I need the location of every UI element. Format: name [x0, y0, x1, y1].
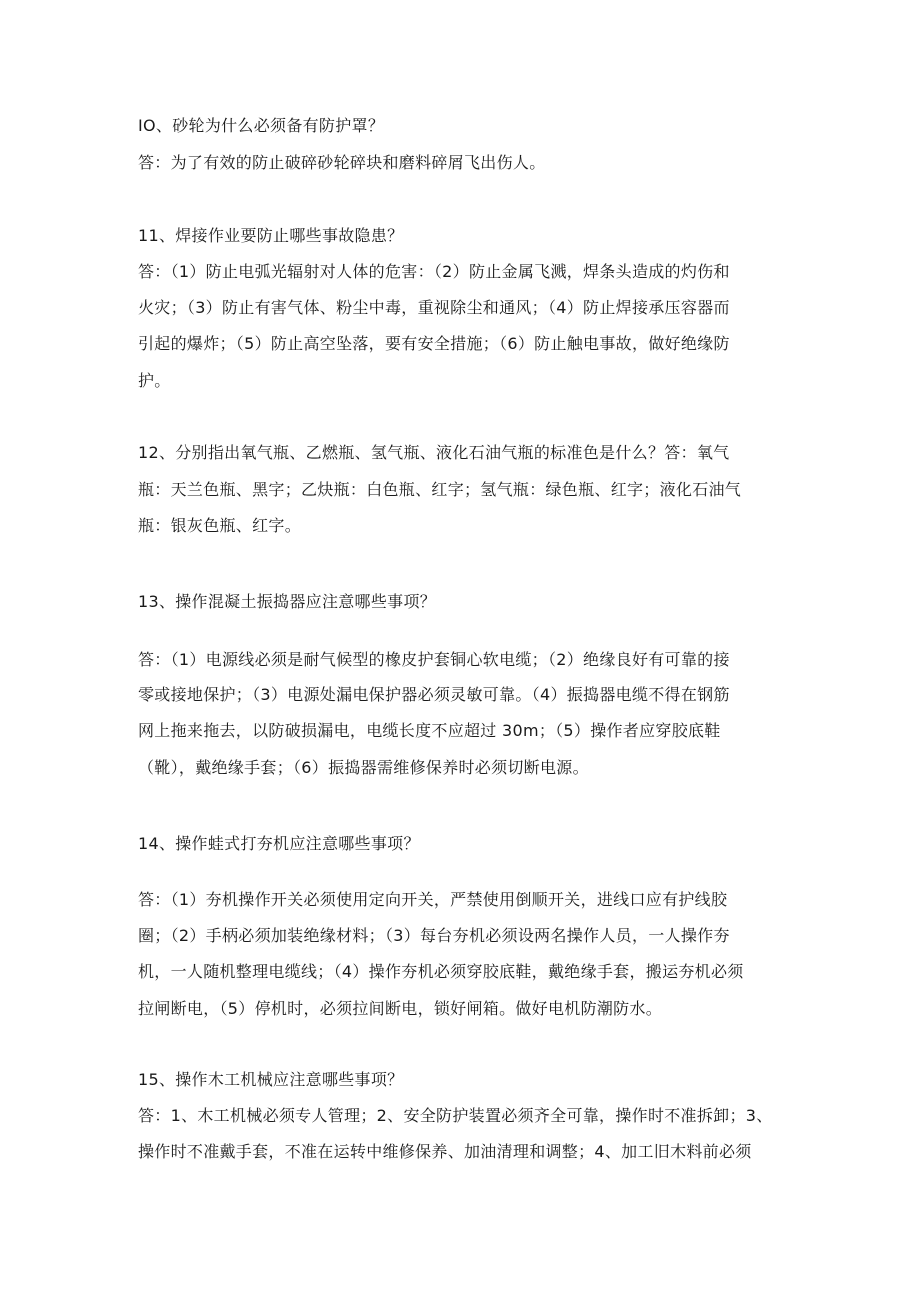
answer-12-line-1: 瓶：天兰色瓶、黑字；乙炔瓶：白色瓶、红字；氢气瓶：绿色瓶、红字；液化石油气	[138, 480, 742, 499]
answer-14-line-2: 圈；（2）手柄必须加装绝缘材料；（3）每台夯机必须设两名操作人员，一人操作夯	[138, 926, 730, 945]
answer-12-line-2: 瓶：银灰色瓶、红字。	[138, 516, 302, 535]
answer-13-line-3: 网上拖来拖去，以防破损漏电，电缆长度不应超过 30m；（5）操作者应穿胶底鞋	[138, 721, 721, 740]
question-13: 13、操作混凝土振捣器应注意哪些事项？	[138, 592, 437, 611]
answer-11-line-3: 引起的爆炸；（5）防止高空坠落，要有安全措施；（6）防止触电事故，做好绝缘防	[138, 334, 730, 353]
answer-14-line-1: 答：（1）夯机操作开关必须使用定向开关，严禁使用倒顺开关，进线口应有护线胶	[138, 890, 728, 909]
question-15: 15、操作木工机械应注意哪些事项？	[138, 1070, 404, 1089]
answer-11-line-2: 火灾；（3）防止有害气体、粉尘中毒，重视除尘和通风；（4）防止焊接承压容器而	[138, 298, 730, 317]
answer-11-line-1: 答：（1）防止电弧光辐射对人体的危害：（2）防止金属飞溅，焊条头造成的灼伤和	[138, 262, 730, 281]
answer-13-line-2: 零或接地保护；（3）电源处漏电保护器必须灵敏可靠。（4）振捣器电缆不得在钢筋	[138, 685, 730, 704]
question-11: 11、焊接作业要防止哪些事故隐患？	[138, 226, 404, 245]
question-14: 14、操作蛙式打夯机应注意哪些事项？	[138, 834, 420, 853]
answer-13-line-4: （靴），戴绝缘手套；（6）振捣器需维修保养时必须切断电源。	[138, 758, 589, 777]
answer-11-line-4: 护。	[138, 371, 171, 390]
question-10: IO、砂轮为什么必须备有防护罩？	[138, 116, 385, 135]
answer-13-line-1: 答：（1）电源线必须是耐气候型的橡皮护套铜心软电缆；（2）绝缘良好有可靠的接	[138, 650, 730, 669]
question-12: 12、分别指出氧气瓶、乙燃瓶、氢气瓶、液化石油气瓶的标准色是什么？答：氧气	[138, 443, 730, 462]
answer-14-line-4: 拉闸断电，（5）停机时，必须拉间断电，锁好闸箱。做好电机防潮防水。	[138, 999, 663, 1018]
answer-10-line-1: 答：为了有效的防止破碎砂轮碎块和磨料碎屑飞出伤人。	[138, 153, 546, 172]
answer-15-line-1: 答：1、木工机械必须专人管理；2、安全防护装置必须齐全可靠，操作时不准拆卸；3、	[138, 1106, 773, 1125]
answer-15-line-2: 操作时不准戴手套，不准在运转中维修保养、加油清理和调整；4、加工旧木料前必须	[138, 1142, 752, 1161]
answer-14-line-3: 机，一人随机整理电缆线；（4）操作夯机必须穿胶底鞋，戴绝缘手套，搬运夯机必须	[138, 962, 744, 981]
